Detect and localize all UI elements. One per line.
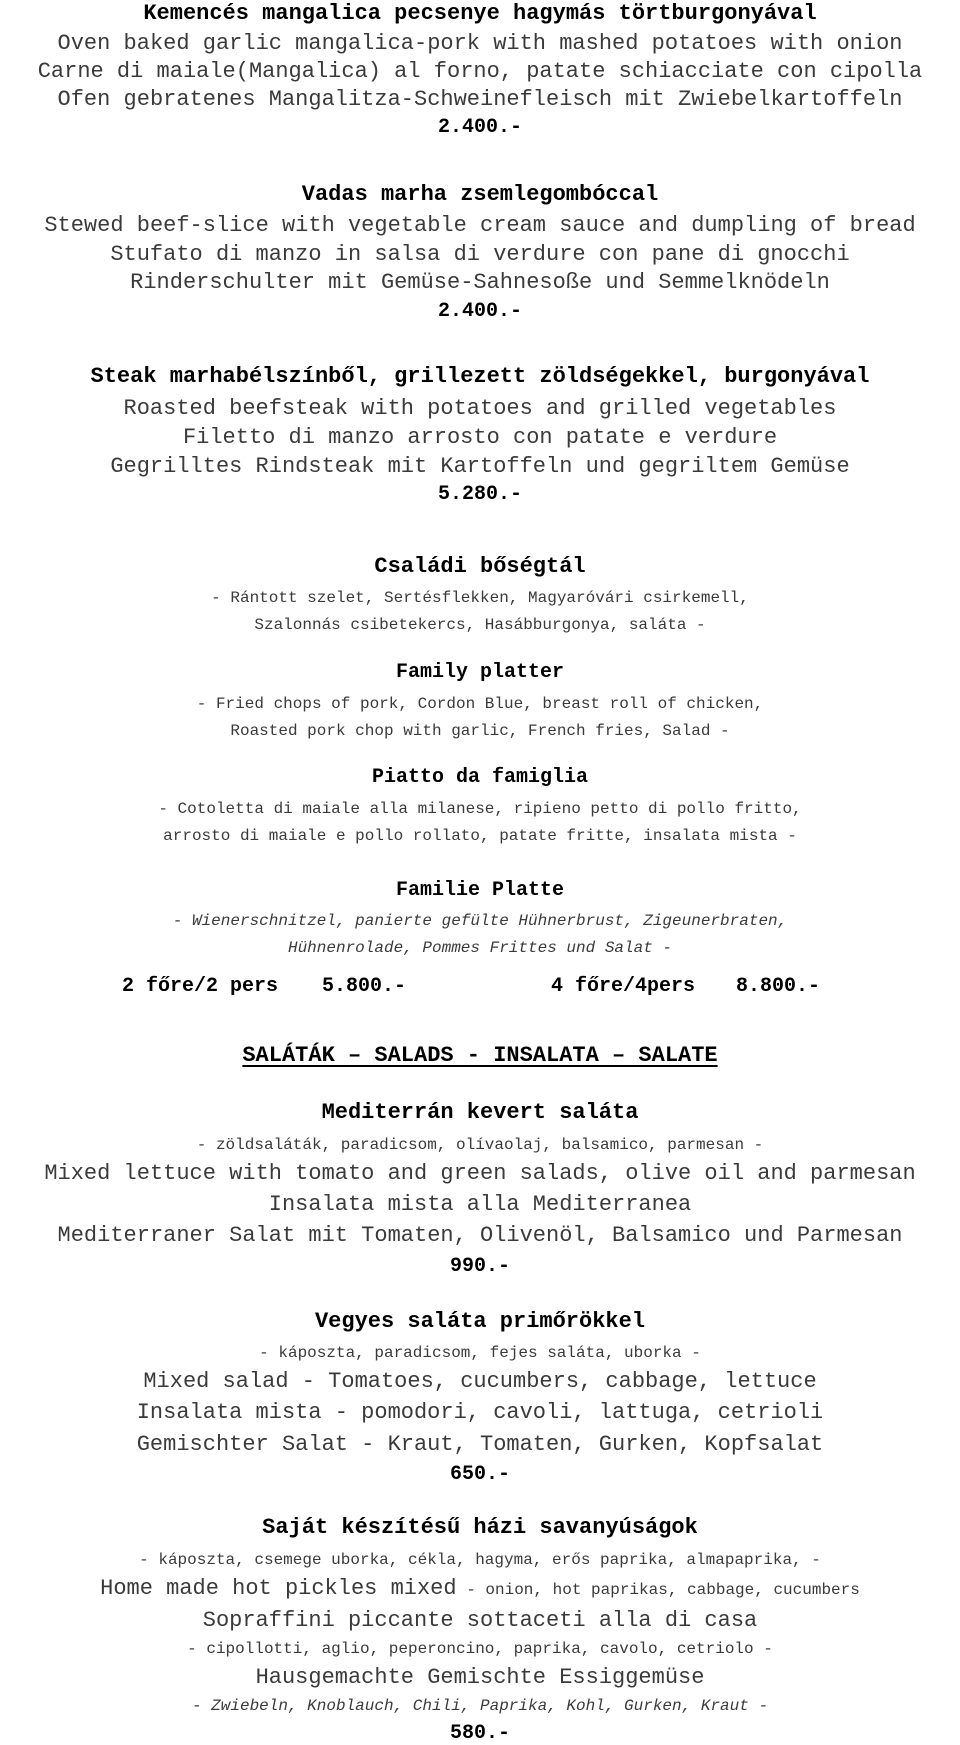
dish-price: 2.400.- bbox=[437, 116, 522, 139]
platter-desc-en-1: - Fried chops of pork, Cordon Blue, breast roll of chicken, bbox=[196, 695, 764, 713]
platter-title-hu: Családi bőségtál bbox=[374, 554, 586, 579]
dish-name-de: Rinderschulter mit Gemüse-Sahnesoße und Semmelknödeln bbox=[130, 270, 830, 295]
platter-desc-it-2: arrosto di maiale e pollo rollato, patate fritte, insalata mista - bbox=[163, 827, 797, 845]
portion-4-label: 4 főre/4pers bbox=[551, 975, 696, 998]
dish-name-de: Ofen gebratenes Mangalitza-Schweinefleisch mit Zwiebelkartoffeln bbox=[57, 87, 903, 112]
salad-name-it: Insalata mista - pomodori, cavoli, lattuga, cetrioli bbox=[136, 1400, 824, 1425]
dish-name-it: Filetto di manzo arrosto con patate e verdure bbox=[182, 425, 778, 450]
salad-name-de: Gemischter Salat - Kraut, Tomaten, Gurken, Kopfsalat bbox=[136, 1432, 824, 1457]
dish-name-en: Stewed beef-slice with vegetable cream sauce and dumpling of bread bbox=[44, 213, 916, 238]
pickles-desc-it: - cipollotti, aglio, peperoncino, paprika, cavolo, cetriolo - bbox=[187, 1640, 773, 1658]
portion-2-label: 2 főre/2 pers bbox=[122, 975, 279, 998]
dish-title: Steak marhabélszínből, grillezett zöldségekkel, burgonyával bbox=[90, 364, 870, 389]
dish-price: 2.400.- bbox=[437, 300, 522, 323]
salad-desc: - zöldsaláták, paradicsom, olívaolaj, balsamico, parmesan - bbox=[196, 1136, 764, 1154]
platter-desc-de-1: - Wienerschnitzel, panierte gefülte Hühnerbrust, Zigeunerbraten, bbox=[172, 912, 788, 930]
platter-desc-en-2: Roasted pork chop with garlic, French fries, Salad - bbox=[230, 722, 730, 740]
pickles-title: Saját készítésű házi savanyúságok bbox=[262, 1515, 698, 1540]
pickles-desc-en: - onion, hot paprikas, cabbage, cucumbers bbox=[456, 1581, 860, 1599]
pickles-name-de: Hausgemachte Gemischte Essiggemüse bbox=[255, 1665, 705, 1690]
salad-title: Mediterrán kevert saláta bbox=[321, 1100, 639, 1125]
portion-2-price: 5.800.- bbox=[322, 975, 407, 998]
dish-name-en: Oven baked garlic mangalica-pork with mashed potatoes with onion bbox=[57, 31, 903, 56]
platter-desc-it-1: - Cotoletta di maiale alla milanese, ripieno petto di pollo fritto, bbox=[158, 800, 802, 818]
platter-title-de: Familie Platte bbox=[395, 879, 565, 902]
dish-title: Kemencés mangalica pecsenye hagymás törtburgonyával bbox=[143, 1, 817, 26]
dish-name-it: Carne di maiale(Mangalica) al forno, patate schiacciate con cipolla bbox=[37, 59, 923, 84]
salad-price: 990.- bbox=[449, 1255, 510, 1278]
salad-name-it: Insalata mista alla Mediterranea bbox=[268, 1192, 692, 1217]
portion-4-price: 8.800.- bbox=[736, 975, 821, 998]
salad-name-de: Mediterraner Salat mit Tomaten, Olivenöl, Balsamico und Parmesan bbox=[57, 1223, 903, 1248]
dish-price: 5.280.- bbox=[437, 483, 522, 506]
salad-desc: - káposzta, paradicsom, fejes saláta, uborka - bbox=[259, 1344, 701, 1362]
salad-price: 650.- bbox=[449, 1463, 510, 1486]
platter-title-en: Family platter bbox=[395, 661, 565, 684]
dish-name-it: Stufato di manzo in salsa di verdure con pane di gnocchi bbox=[110, 242, 850, 267]
dish-name-en: Roasted beefsteak with potatoes and grilled vegetables bbox=[123, 396, 837, 421]
pickles-name-en: Home made hot pickles mixed bbox=[100, 1576, 457, 1601]
platter-desc-hu-1: - Rántott szelet, Sertésflekken, Magyaróvári csirkemell, bbox=[211, 589, 749, 607]
platter-desc-hu-2: Szalonnás csibetekercs, Hasábburgonya, saláta - bbox=[254, 616, 706, 634]
pickles-desc-de: - Zwiebeln, Knoblauch, Chili, Paprika, Kohl, Gurken, Kraut - bbox=[191, 1697, 769, 1715]
platter-title-it: Piatto da famiglia bbox=[371, 766, 589, 789]
pickles-name-en-row bbox=[0, 1578, 960, 1600]
dish-title: Vadas marha zsemlegombóccal bbox=[301, 182, 659, 207]
salad-title: Vegyes saláta primőrökkel bbox=[314, 1309, 646, 1334]
pickles-name-it: Sopraffini piccante sottaceti alla di casa bbox=[202, 1608, 758, 1633]
pickles-price: 580.- bbox=[449, 1722, 510, 1745]
salads-heading: SALÁTÁK – SALADS - INSALATA – SALATE bbox=[242, 1043, 718, 1068]
pickles-desc-hu: - káposzta, csemege uborka, cékla, hagyma, erős paprika, almapaprika, - bbox=[139, 1551, 821, 1569]
dish-name-de: Gegrilltes Rindsteak mit Kartoffeln und gegriltem Gemüse bbox=[110, 454, 850, 479]
salad-name-en: Mixed lettuce with tomato and green salads, olive oil and parmesan bbox=[44, 1161, 916, 1186]
platter-desc-de-2: Hühnenrolade, Pommes Frittes und Salat - bbox=[287, 939, 673, 957]
salad-name-en: Mixed salad - Tomatoes, cucumbers, cabbage, lettuce bbox=[143, 1369, 817, 1394]
platter-portions bbox=[0, 975, 960, 1001]
